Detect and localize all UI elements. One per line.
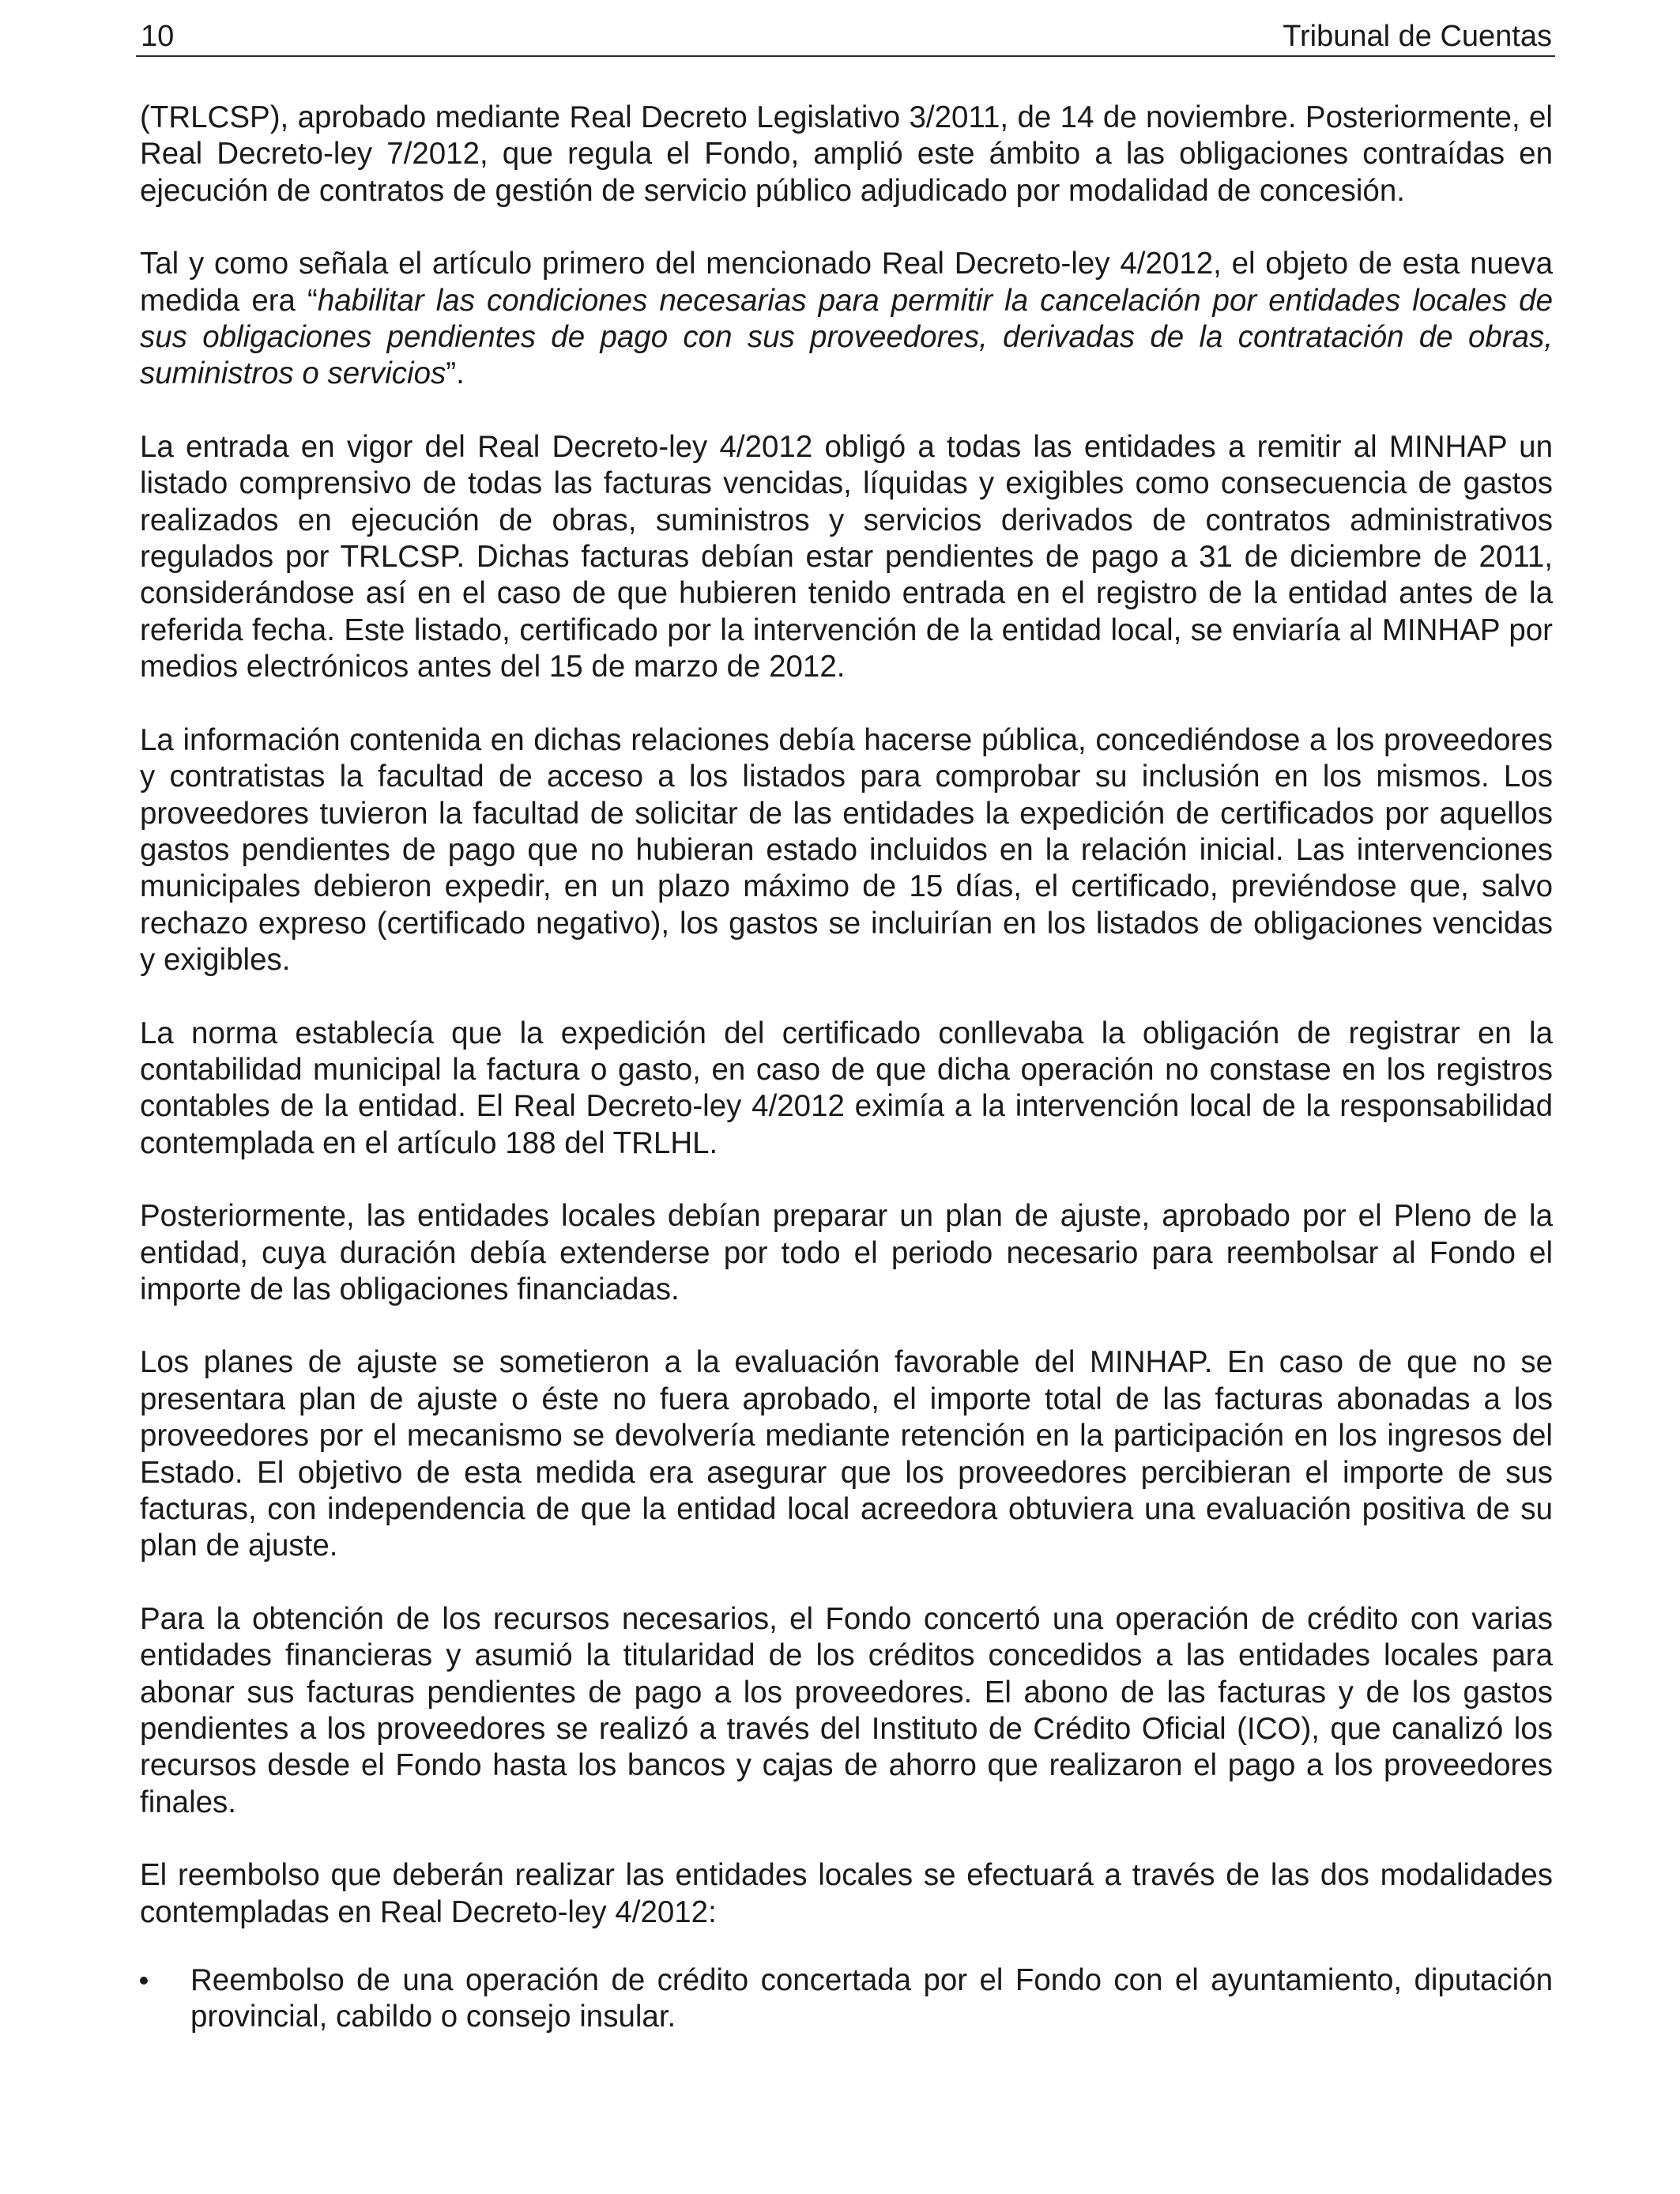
paragraph-6: Posteriormente, las entidades locales debían preparar un plan de ajuste, aprobado por el Pleno de la entidad, cuya duración debía extenderse por todo el periodo necesario para reembolsar al Fondo el importe de las obligaciones financiadas. bbox=[140, 1199, 1553, 1306]
list-item-text: Reembolso de una operación de crédito concertada por el Fondo con el ayuntamiento, diputación provincial, cabildo o consejo insular. bbox=[190, 1963, 1553, 2034]
bullet-list bbox=[140, 1962, 1553, 2036]
paragraph-2-end: ”. bbox=[446, 356, 465, 391]
paragraph-4: La información contenida en dichas relaciones debía hacerse pública, concediéndose a los proveedores y contratistas la facultad de acceso a los listados para comprobar su inclusión en los mismos. Los proveedores tuvieron la facultad de solicitar de las entidades la expedición de certificados por aquellos gastos pendientes de pago que no hubieran estado incluidos en la relación inicial. Las intervenciones municipales debieron expedir, en un plazo máximo de 15 días, el certificado, previéndose que, salvo rechazo expreso (certificado negativo), los gastos se incluirían en los listados de obligaciones vencidas y exigibles. bbox=[140, 722, 1553, 978]
paragraph-7: Los planes de ajuste se sometieron a la evaluación favorable del MINHAP. En caso de que no se presentara plan de ajuste o éste no fuera aprobado, el importe total de las facturas abonadas a los proveedores por el mecanismo se devolvería mediante retención en la participación en los ingresos del Estado. El objetivo de esta medida era asegurar que los proveedores percibieran el importe de sus facturas, con independencia de que la entidad local acreedora obtuviera una evaluación positiva de su plan de ajuste. bbox=[140, 1345, 1553, 1563]
header-title: Tribunal de Cuentas bbox=[1283, 20, 1552, 53]
page-number: 10 bbox=[141, 20, 175, 53]
paragraph-8: Para la obtención de los recursos necesarios, el Fondo concertó una operación de crédito con varias entidades financieras y asumió la titularidad de los créditos concedidos a las entidades locales para abonar sus facturas pendientes de pago a los proveedores. El abono de las facturas y de los gastos pendientes a los proveedores se realizó a través del Instituto de Crédito Oficial (ICO), que canalizó los recursos desde el Fondo hasta los bancos y cajas de ahorro que realizaron el pago a los proveedores finales. bbox=[140, 1601, 1553, 1819]
document-body bbox=[140, 100, 1553, 2036]
paragraph-3: La entrada en vigor del Real Decreto-ley 4/2012 obligó a todas las entidades a remitir al MINHAP un listado comprensivo de todas las facturas vencidas, líquidas y exigibles como consecuencia de gastos realizados en ejecución de obras, suministros y servicios derivados de contratos administrativos regulados por TRLCSP. Dichas facturas debían estar pendientes de pago a 31 de diciembre de 2011, considerándose así en el caso de que hubieren tenido entrada en el registro de la entidad antes de la referida fecha. Este listado, certificado por la intervención de la entidad local, se enviaría al MINHAP por medios electrónicos antes del 15 de marzo de 2012. bbox=[140, 429, 1553, 684]
page-header bbox=[136, 17, 1555, 57]
paragraph-2 bbox=[140, 246, 1553, 393]
bullet-icon bbox=[140, 1977, 148, 1985]
list-item bbox=[140, 1962, 1553, 2036]
paragraph-2-intro: Tal y como señala el artículo primero del mencionado Real Decreto-ley 4/2012, el objeto de esta nueva medida era “ bbox=[140, 247, 1553, 318]
paragraph-1: (TRLCSP), aprobado mediante Real Decreto Legislativo 3/2011, de 14 de noviembre. Posteriormente, el Real Decreto-ley 7/2012, que regula el Fondo, amplió este ámbito a las obligaciones contraídas en ejecución de contratos de gestión de servicio público adjudicado por modalidad de concesión. bbox=[140, 100, 1553, 208]
paragraph-9: El reembolso que deberán realizar las entidades locales se efectuará a través de las dos modalidades contempladas en Real Decreto-ley 4/2012: bbox=[140, 1858, 1553, 1929]
paragraph-5: La norma establecía que la expedición del certificado conllevaba la obligación de registrar en la contabilidad municipal la factura o gasto, en caso de que dicha operación no constase en los registros contables de la entidad. El Real Decreto-ley 4/2012 eximía a la intervención local de la responsabilidad contemplada en el artículo 188 del TRLHL. bbox=[140, 1016, 1553, 1160]
paragraph-2-quote: habilitar las condiciones necesarias para permitir la cancelación por entidades locales de sus obligaciones pendientes de pago con sus proveedores, derivadas de la contratación de obras, suministros o servicios bbox=[140, 283, 1553, 391]
